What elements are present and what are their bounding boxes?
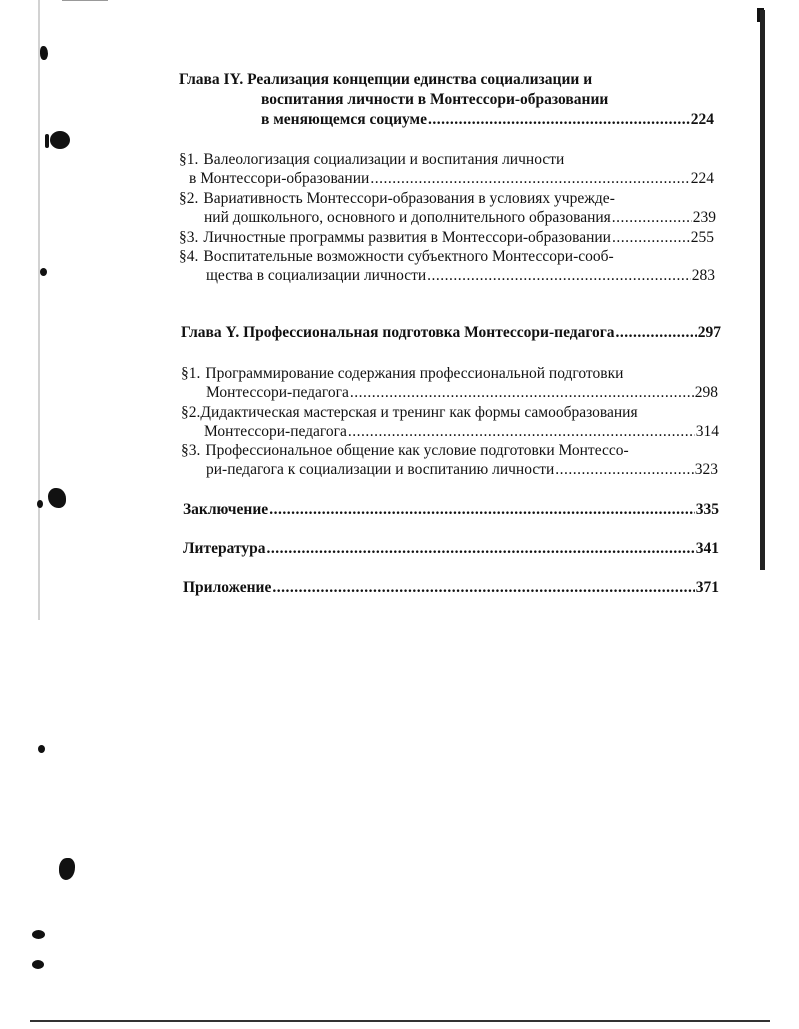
section-title: Валеологизация социализации и воспитания личности (203, 151, 565, 168)
binding-hole-mark (38, 745, 45, 753)
literature-label: Литература (183, 540, 266, 557)
chapter4-title-text: воспитания личности в Монтессори-образовании (261, 91, 609, 108)
leader-dots (269, 500, 695, 519)
scan-edge-right (760, 10, 765, 570)
toc-literature (183, 539, 719, 558)
binding-hole-mark (50, 131, 70, 149)
section-title: Программирование содержания профессиональной подготовки (205, 365, 624, 382)
section-title: Монтессори-педагога (206, 384, 349, 401)
leader-dots (427, 266, 691, 285)
scan-edge-left (38, 0, 40, 620)
chapter4-title-line2 (261, 90, 608, 109)
toc-entry-continuation (189, 169, 714, 188)
toc-entry (179, 189, 615, 208)
toc-appendix (183, 578, 719, 597)
section-title: Личностные программы развития в Монтессори-образовании (203, 229, 611, 246)
toc-entry (179, 228, 714, 247)
page-number: 224 (690, 170, 714, 187)
section-number: §3. (179, 229, 199, 246)
leader-dots (350, 383, 694, 402)
leader-dots (616, 323, 697, 342)
toc-entry-continuation (206, 383, 718, 402)
binding-hole-mark (45, 134, 49, 148)
section-title: в Монтессори-образовании (189, 170, 370, 187)
page-number: 283 (691, 267, 715, 284)
section-number: §2. (179, 190, 199, 207)
section-number: §4. (179, 248, 199, 265)
scan-artifact-top-line (62, 0, 108, 1)
page-number: 298 (694, 384, 718, 401)
page-number: 255 (690, 229, 714, 246)
section-number: §1. (181, 365, 201, 382)
page-number: 323 (694, 461, 718, 478)
section-number: §1. (179, 151, 199, 168)
binding-hole-mark (40, 46, 48, 60)
page-number: 341 (695, 540, 719, 557)
conclusion-label: Заключение (183, 501, 269, 518)
toc-entry (179, 150, 564, 169)
chapter5-title (181, 323, 721, 342)
section-number: §2. (181, 404, 201, 421)
leader-dots (555, 460, 693, 479)
binding-hole-mark (37, 500, 43, 508)
binding-hole-mark (59, 858, 75, 880)
leader-dots (428, 110, 690, 129)
toc-entry (179, 247, 614, 266)
toc-conclusion (183, 500, 719, 519)
binding-hole-mark (48, 488, 66, 508)
toc-entry (181, 364, 623, 383)
page-number: 239 (692, 209, 716, 226)
leader-dots (370, 169, 689, 188)
binding-hole-mark (40, 268, 47, 276)
section-title: Профессиональное общение как условие подготовки Монтессо- (205, 442, 629, 459)
toc-entry-continuation (204, 422, 719, 441)
leader-dots (266, 539, 694, 558)
toc-entry-continuation (206, 266, 715, 285)
leader-dots (272, 578, 694, 597)
toc-entry (181, 403, 638, 422)
chapter4-title-line3 (261, 110, 714, 129)
chapter4-title-text: Глава IY. Реализация концепции единства социализации и (179, 71, 593, 88)
page-number: 335 (695, 501, 719, 518)
section-title: щества в социализации личности (206, 267, 427, 284)
binding-hole-mark (32, 960, 44, 969)
leader-dots (348, 422, 695, 441)
page-number: 371 (695, 579, 719, 596)
toc-entry-continuation (206, 460, 718, 479)
section-title: ри-педагога к социализации и воспитанию личности (206, 461, 555, 478)
section-title: Дидактическая мастерская и тренинг как формы самообразования (200, 404, 638, 421)
leader-dots (612, 208, 692, 227)
binding-hole-mark (32, 930, 45, 939)
section-title: Вариативность Монтессори-образования в условиях учрежде- (203, 190, 615, 207)
chapter4-title-line1 (179, 70, 592, 89)
toc-entry (181, 441, 629, 460)
section-title: Воспитательные возможности субъектного Монтессори-сооб- (203, 248, 614, 265)
chapter4-title-text: в меняющемся социуме (261, 111, 427, 128)
toc-entry-continuation (204, 208, 716, 227)
chapter5-title-text: Глава Y. Профессиональная подготовка Монтессори-педагога (181, 324, 615, 341)
page-number: 297 (697, 324, 721, 341)
appendix-label: Приложение (183, 579, 272, 596)
section-title: ний дошкольного, основного и дополнительного образования (204, 209, 611, 226)
scan-edge-bottom (30, 1020, 770, 1022)
leader-dots (612, 228, 690, 247)
section-title: Монтессори-педагога (204, 423, 347, 440)
page-number: 224 (690, 111, 714, 128)
section-number: §3. (181, 442, 201, 459)
page-number: 314 (695, 423, 719, 440)
